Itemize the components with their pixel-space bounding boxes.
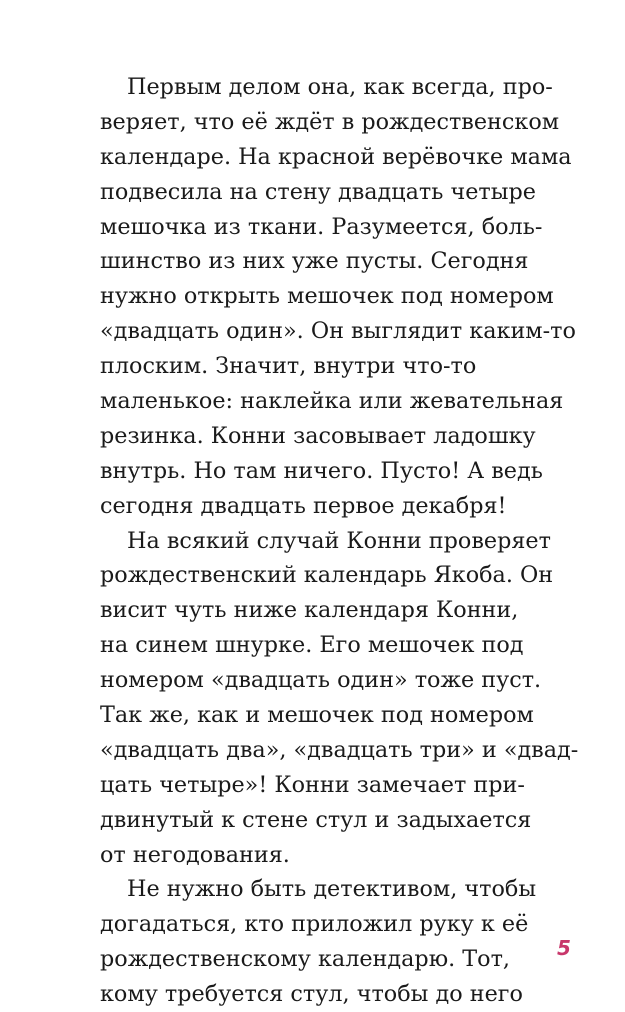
text-line: двинутый к стене стул и задыхается <box>100 806 532 833</box>
text-line: висит чуть ниже календаря Конни, <box>100 597 519 624</box>
text-line: маленькое: наклейка или жевательная <box>100 388 564 415</box>
text-line: мешочка из ткани. Разумеется, боль- <box>100 213 543 240</box>
text-line: резинка. Конни засовывает ладошку <box>100 422 536 449</box>
body-text <box>100 70 579 1012</box>
paragraph-3 <box>100 872 540 1012</box>
text-line: Так же, как и мешочек под номером <box>100 702 534 729</box>
text-line: на синем шнурке. Его мешочек под <box>100 632 524 659</box>
text-line: подвесила на стену двадцать четыре <box>100 178 536 205</box>
text-line: плоским. Значит, внутри что-то <box>100 353 477 380</box>
text-line: Не нужно быть детективом, чтобы <box>127 876 537 903</box>
text-line: шинство из них уже пусты. Сегодня <box>100 248 529 275</box>
text-line: кому требуется стул, чтобы до него <box>100 981 523 1008</box>
text-line: догадаться, кто приложил руку к её <box>100 911 529 938</box>
paragraph-2 <box>100 524 579 873</box>
text-line: от негодования. <box>100 841 290 868</box>
text-line: рождественский календарь Якоба. Он <box>100 562 554 589</box>
text-line: рождественскому календарю. Тот, <box>100 946 511 973</box>
text-line: календаре. На красной верёвочке мама <box>100 143 572 170</box>
text-line: «двадцать один». Он выглядит каким-то <box>100 318 576 345</box>
text-line: Первым делом она, как всегда, про- <box>127 74 553 100</box>
text-line: «двадцать два», «двадцать три» и «двад- <box>100 736 579 763</box>
text-line: внутрь. Но там ничего. Пусто! А ведь <box>100 457 543 484</box>
text-line: цать четыре»! Конни замечает при- <box>100 771 525 798</box>
text-line: нужно открыть мешочек под номером <box>100 283 554 310</box>
text-line: номером «двадцать один» тоже пуст. <box>100 667 542 694</box>
paragraph-1 <box>100 70 576 524</box>
text-line: На всякий случай Конни проверяет <box>127 527 551 554</box>
text-line: веряет, что её ждёт в рождественском <box>100 108 560 135</box>
page-number: 5 <box>557 936 571 960</box>
text-line: сегодня двадцать первое декабря! <box>100 492 507 519</box>
